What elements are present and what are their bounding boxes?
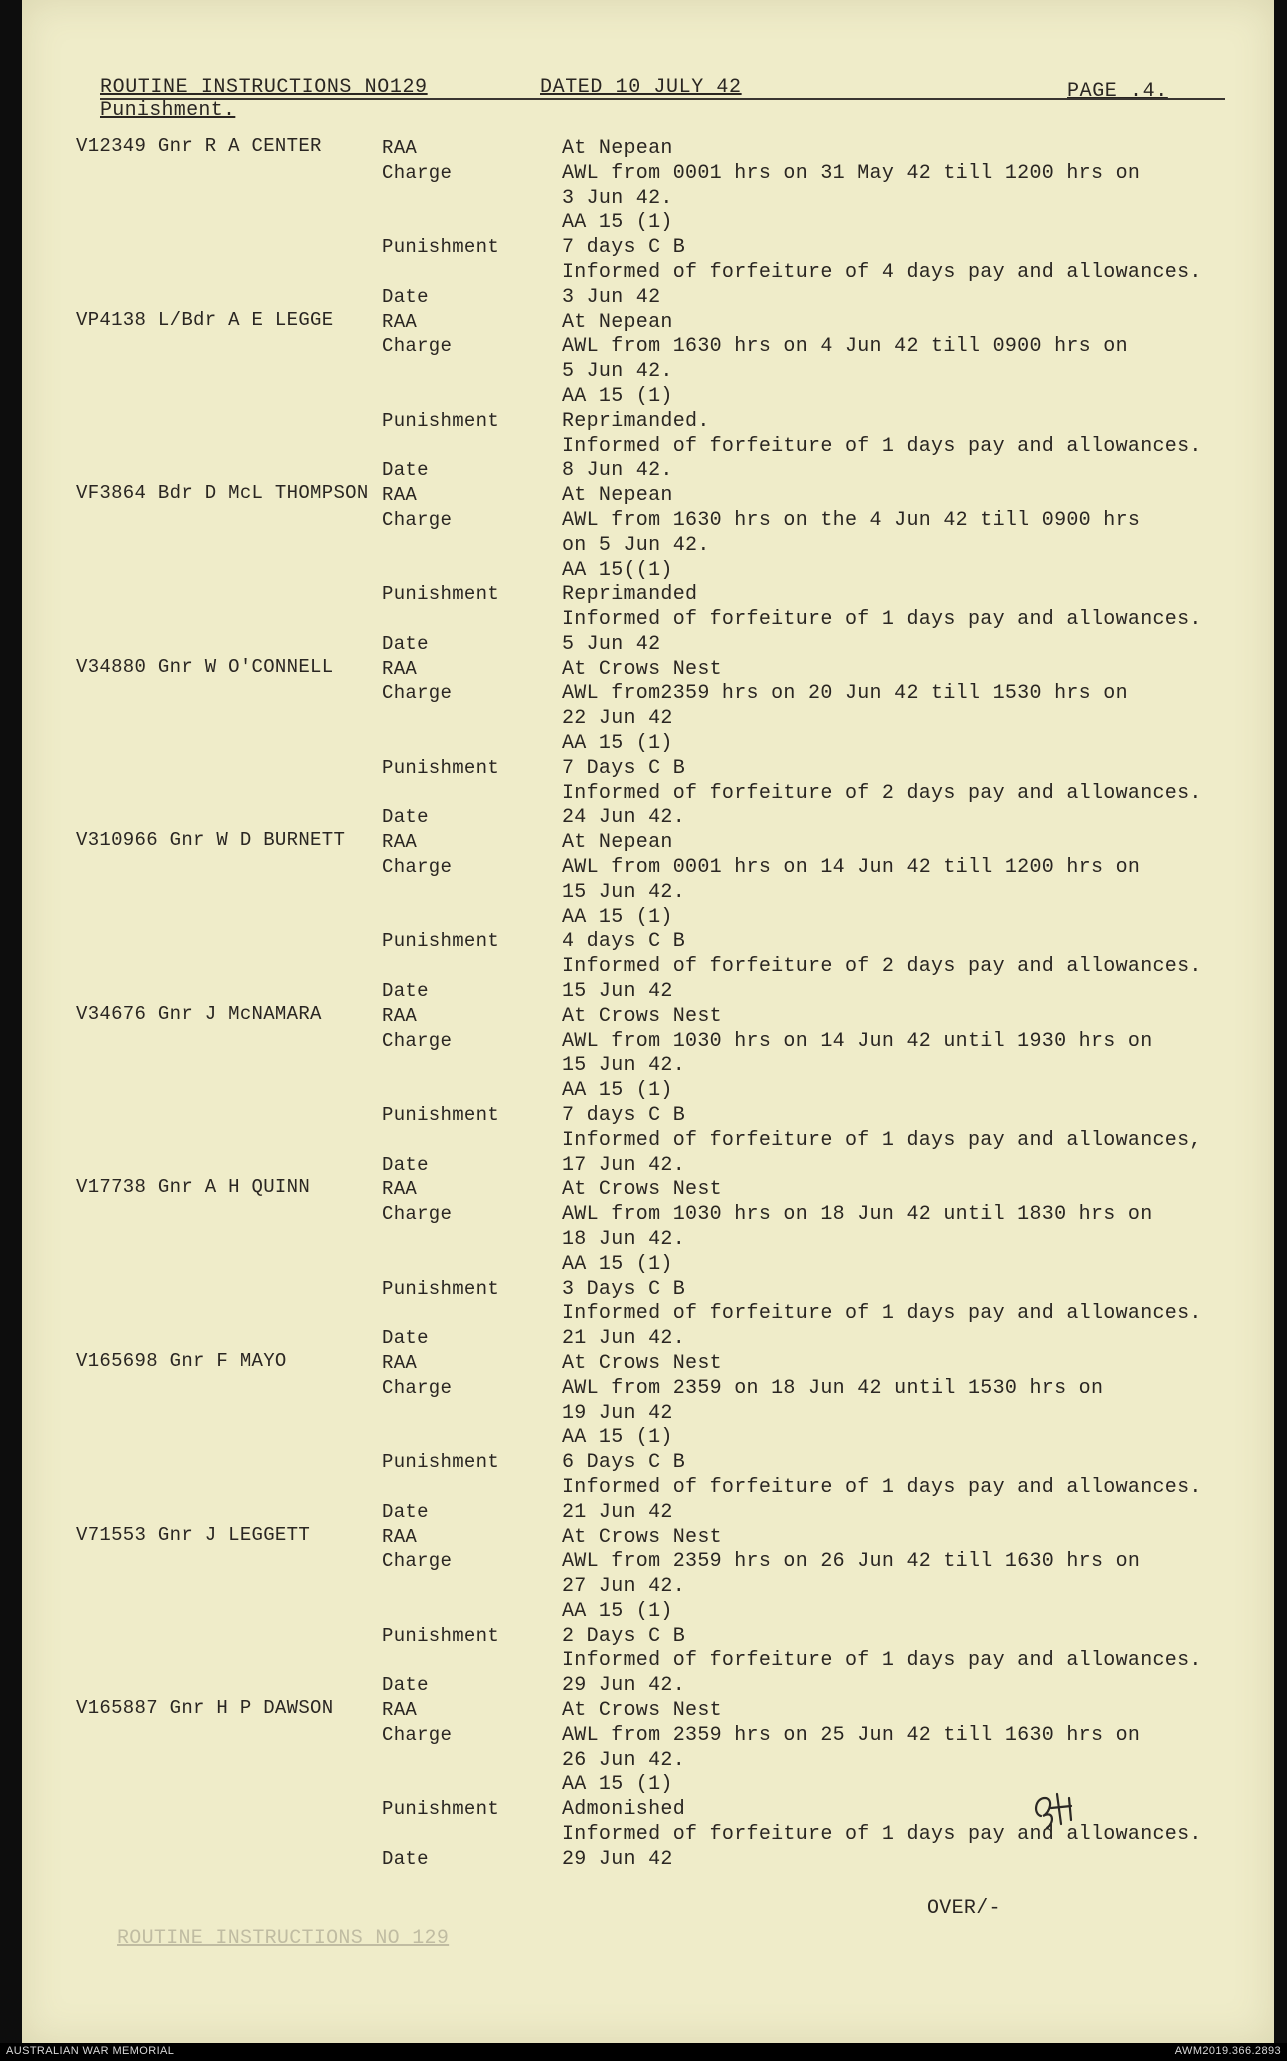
unit-value: At Crows Nest [562, 1525, 722, 1549]
forfeiture-text: Informed of forfeiture of 4 days pay and allowances. [562, 260, 1202, 284]
charge-line: AA 15 (1) [562, 1599, 673, 1623]
charge-line: AA 15 (1) [562, 732, 673, 756]
punishment-value: Admonished [562, 1798, 686, 1822]
charge-line: AA 15 (1) [562, 1426, 673, 1450]
charge-line: AWL from 0001 hrs on 14 Jun 42 till 1200 hrs on [562, 856, 1141, 880]
employee-name: V17738 Gnr A H QUINN [76, 1176, 311, 1199]
date-value: 17 Jun 42. [562, 1153, 686, 1177]
charge-label: Charge [382, 1376, 453, 1399]
charge-line: 3 Jun 42. [562, 186, 673, 210]
employee-name: V165698 Gnr F MAYO [76, 1349, 287, 1372]
punishment-label: Punishment [382, 1624, 500, 1647]
unit-value: At Crows Nest [562, 1351, 722, 1375]
employee-name: V165887 Gnr H P DAWSON [76, 1697, 334, 1720]
charge-line: AWL from 1630 hrs on the 4 Jun 42 till 0900 hrs [562, 508, 1141, 532]
charge-line: 15 Jun 42. [562, 880, 686, 904]
date-value: 21 Jun 42. [562, 1327, 686, 1351]
unit-value: At Nepean [562, 137, 673, 160]
date-label: Date [382, 1153, 429, 1176]
charge-label: Charge [382, 856, 453, 879]
punishment-label: Punishment [382, 1277, 500, 1300]
unit-label: RAA [382, 1351, 418, 1374]
charge-line: AA 15 (1) [562, 1773, 673, 1797]
punishment-value: 4 days C B [562, 930, 686, 954]
punishment-label: Punishment [382, 1798, 500, 1821]
charge-line: 15 Jun 42. [562, 1054, 686, 1078]
date-value: 29 Jun 42 [562, 1847, 673, 1871]
unit-label: RAA [382, 1178, 418, 1201]
charge-label: Charge [382, 1029, 453, 1052]
footer-institution: AUSTRALIAN WAR MEMORIAL [6, 2045, 175, 2057]
charge-line: AWL from 2359 hrs on 26 Jun 42 till 1630 hrs on [562, 1550, 1141, 1574]
unit-label: RAA [382, 137, 418, 159]
forfeiture-text: Informed of forfeiture of 2 days pay and allowances. [562, 781, 1202, 805]
charge-line: AA 15 (1) [562, 384, 673, 408]
date-label: Date [382, 285, 429, 308]
punishment-label: Punishment [382, 756, 500, 779]
charge-line: AA 15 (1) [562, 211, 673, 235]
charge-line: AWL from 0001 hrs on 31 May 42 till 1200 hrs on [562, 161, 1141, 185]
date-label: Date [382, 1500, 429, 1523]
charge-label: Charge [382, 1550, 453, 1573]
document-page [22, 0, 1274, 2043]
employee-name: V71553 Gnr J LEGGETT [76, 1523, 311, 1546]
date-label: Date [382, 632, 429, 655]
punishment-value: Reprimanded. [562, 409, 710, 433]
date-value: 5 Jun 42 [562, 632, 661, 656]
forfeiture-text: Informed of forfeiture of 1 days pay and allowances. [562, 1823, 1202, 1847]
document-title: ROUTINE INSTRUCTIONS NO129 [100, 76, 428, 99]
charge-line: 19 Jun 42 [562, 1401, 673, 1425]
charge-line: on 5 Jun 42. [562, 533, 710, 557]
page-number: PAGE .4. [1067, 80, 1168, 103]
punishment-value: 7 days C B [562, 236, 686, 260]
charge-label: Charge [382, 508, 453, 531]
over-note: OVER/- [927, 1897, 1001, 1920]
forfeiture-text: Informed of forfeiture of 1 days pay and allowances. [562, 434, 1202, 458]
forfeiture-text: Informed of forfeiture of 1 days pay and allowances. [562, 1649, 1202, 1673]
employee-name: VF3864 Bdr D McL THOMPSON [76, 482, 369, 505]
unit-label: RAA [382, 484, 418, 507]
charge-line: AWL from 1030 hrs on 18 Jun 42 until 1830 hrs on [562, 1203, 1153, 1227]
unit-value: At Nepean [562, 831, 673, 855]
unit-label: RAA [382, 1699, 418, 1722]
charge-line: 18 Jun 42. [562, 1227, 686, 1251]
punishment-value: 3 Days C B [562, 1277, 686, 1301]
charge-line: AWL from 1630 hrs on 4 Jun 42 till 0900 hrs on [562, 335, 1128, 359]
forfeiture-text: Informed of forfeiture of 1 days pay and allowances, [562, 1128, 1202, 1152]
charge-label: Charge [382, 1203, 453, 1226]
employee-name: V34676 Gnr J McNAMARA [76, 1002, 322, 1025]
date-label: Date [382, 459, 429, 482]
unit-label: RAA [382, 831, 418, 854]
punishment-value: 7 Days C B [562, 756, 686, 780]
unit-label: RAA [382, 657, 418, 680]
forfeiture-text: Informed of forfeiture of 1 days pay and allowances. [562, 1475, 1202, 1499]
unit-value: At Nepean [562, 310, 673, 334]
unit-value: At Crows Nest [562, 1178, 722, 1202]
footer-accession-id: AWM2019.366.2893 [1174, 2045, 1281, 2057]
unit-label: RAA [382, 1004, 418, 1027]
bleed-through-text: ROUTINE INSTRUCTIONS NO 129 [117, 1927, 450, 1950]
date-value: 8 Jun 42. [562, 459, 673, 483]
charge-line: AWL from 1030 hrs on 14 Jun 42 until 1930 hrs on [562, 1029, 1153, 1053]
punishment-value: 2 Days C B [562, 1624, 686, 1648]
employee-name: V12349 Gnr R A CENTER [76, 135, 322, 157]
archive-footer [0, 2043, 1287, 2061]
punishment-value: 7 days C B [562, 1104, 686, 1127]
charge-line: AA 15 (1) [562, 905, 673, 929]
charge-label: Charge [382, 335, 453, 358]
forfeiture-text: Informed of forfeiture of 1 days pay and allowances. [562, 608, 1202, 632]
punishment-label: Punishment [382, 1451, 500, 1474]
section-heading: Punishment. [100, 99, 236, 122]
date-label: Date [382, 1327, 429, 1350]
charge-line: 5 Jun 42. [562, 360, 673, 384]
charge-line: AA 15((1) [562, 558, 673, 582]
charge-line: AWL from 2359 hrs on 25 Jun 42 till 1630 hrs on [562, 1723, 1141, 1747]
charge-line: 22 Jun 42 [562, 707, 673, 731]
employee-name: VP4138 L/Bdr A E LEGGE [76, 308, 334, 331]
unit-value: At Crows Nest [562, 1699, 722, 1723]
date-value: 29 Jun 42. [562, 1674, 686, 1698]
employee-name: V34880 Gnr W O'CONNELL [76, 655, 334, 678]
date-value: 24 Jun 42. [562, 806, 686, 830]
punishment-value: Reprimanded [562, 583, 698, 607]
date-value: 15 Jun 42 [562, 980, 673, 1004]
date-value: 21 Jun 42 [562, 1500, 673, 1524]
charge-label: Charge [382, 1723, 453, 1746]
document-date: DATED 10 JULY 42 [540, 76, 742, 99]
charge-line: AA 15 (1) [562, 1252, 673, 1276]
unit-label: RAA [382, 1525, 418, 1548]
punishment-label: Punishment [382, 236, 500, 259]
punishment-label: Punishment [382, 1104, 500, 1126]
punishment-label: Punishment [382, 409, 500, 432]
forfeiture-text: Informed of forfeiture of 1 days pay and allowances. [562, 1302, 1202, 1326]
date-label: Date [382, 980, 429, 1003]
punishment-value: 6 Days C B [562, 1451, 686, 1475]
charge-line: 27 Jun 42. [562, 1575, 686, 1599]
date-value: 3 Jun 42 [562, 285, 661, 309]
forfeiture-text: Informed of forfeiture of 2 days pay and allowances. [562, 955, 1202, 979]
header-rule [100, 98, 1225, 100]
punishment-label: Punishment [382, 583, 500, 606]
date-label: Date [382, 1674, 429, 1697]
signature-initials [1027, 1786, 1097, 1836]
unit-label: RAA [382, 310, 418, 333]
unit-value: At Crows Nest [562, 1004, 722, 1028]
charge-line: AWL from2359 hrs on 20 Jun 42 till 1530 hrs on [562, 682, 1128, 706]
charge-line: AA 15 (1) [562, 1079, 673, 1103]
unit-value: At Nepean [562, 484, 673, 508]
date-label: Date [382, 806, 429, 829]
employee-name: V310966 Gnr W D BURNETT [76, 829, 346, 852]
charge-label: Charge [382, 682, 453, 705]
charge-line: 26 Jun 42. [562, 1748, 686, 1772]
charge-line: AWL from 2359 on 18 Jun 42 until 1530 hrs on [562, 1376, 1104, 1400]
punishment-label: Punishment [382, 930, 500, 953]
charge-label: Charge [382, 161, 453, 184]
date-label: Date [382, 1847, 429, 1870]
unit-value: At Crows Nest [562, 657, 722, 681]
